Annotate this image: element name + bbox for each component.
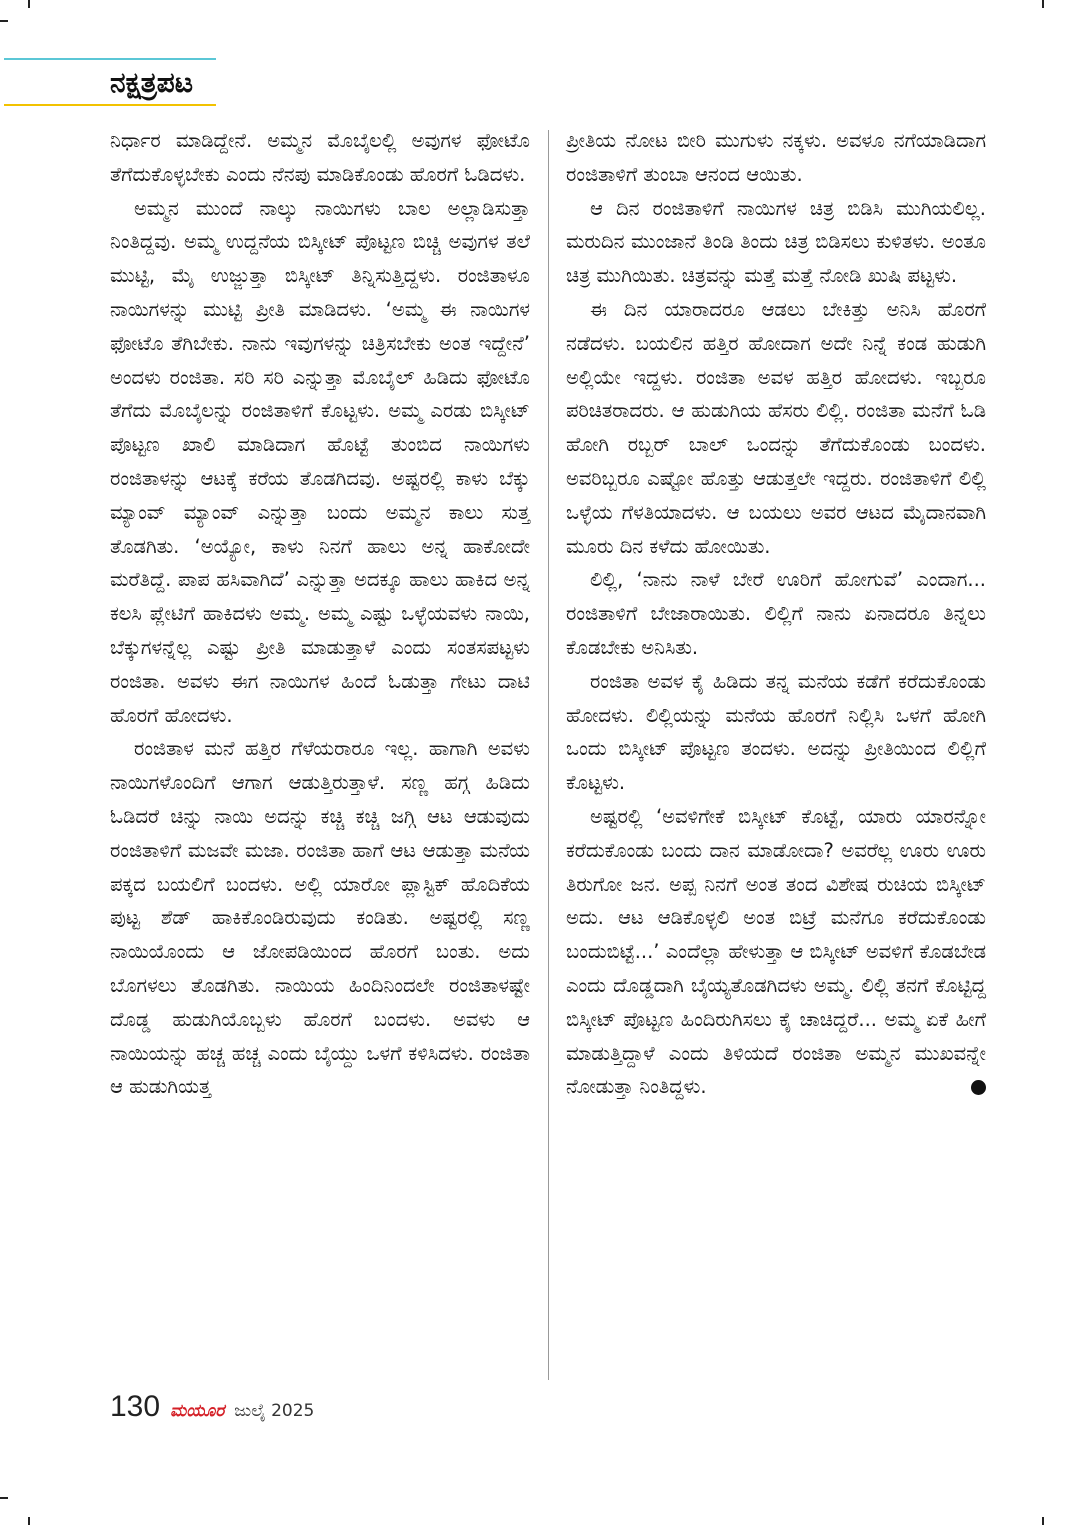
paragraph: ಆ ದಿನ ರಂಜಿತಾಳಿಗೆ ನಾಯಿಗಳ ಚಿತ್ರ ಬಿಡಿಸಿ ಮುಗಿಯಲಿಲ್ಲ. ಮರುದಿನ ಮುಂಜಾನೆ ತಿಂಡಿ ತಿಂದು ಚಿತ್ರ ಬಿಡಿಸಲು ಕುಳಿತಳು. ಅಂತೂ ಚಿತ್ರ ಮುಗಿಯಿತು. ಚಿತ್ರವನ್ನು ಮತ್ತೆ ಮತ್ತೆ ನೋಡಿ ಖುಷಿ ಪಟ್ಟಳು. bbox=[566, 196, 986, 288]
crop-mark bbox=[1042, 0, 1044, 8]
section-header bbox=[4, 58, 216, 108]
section-title: ನಕ್ಷತ್ರಪಟ bbox=[110, 66, 193, 99]
header-rule-top bbox=[4, 58, 216, 60]
paragraph: ಈ ದಿನ ಯಾರಾದರೂ ಆಡಲು ಬೇಕಿತ್ತು ಅನಿಸಿ ಹೊರಗೆ ನಡೆದಳು. ಬಯಲಿನ ಹತ್ತಿರ ಹೋದಾಗ ಅದೇ ನಿನ್ನೆ ಕಂಡ ಹುಡುಗಿ ಅಲ್ಲಿಯೇ ಇದ್ದಳು. ರಂಜಿತಾ ಅವಳ ಹತ್ತಿರ ಹೋದಳು. ಇಬ್ಬರೂ ಪರಿಚಿತರಾದರು. ಆ ಹುಡುಗಿಯ ಹೆಸರು ಲಿಲ್ಲಿ. ರಂಜಿತಾ ಮನೆಗೆ ಓಡಿ ಹೋಗಿ ರಬ್ಬರ್ ಬಾಲ್ ಒಂದನ್ನು ತೆಗೆದುಕೊಂಡು ಬಂದಳು. ಅವರಿಬ್ಬರೂ ಎಷ್ಟೋ ಹೊತ್ತು ಆಡುತ್ತಲೇ ಇದ್ದರು. ರಂಜಿತಾಳಿಗೆ ಲಿಲ್ಲಿ ಒಳ್ಳೆಯ ಗೆಳತಿಯಾದಳು. ಆ ಬಯಲು ಅವರ ಆಟದ ಮೈದಾನವಾಗಿ ಮೂರು ದಿನ ಕಳೆದು ಹೋಯಿತು. bbox=[566, 297, 986, 558]
page-number: 130 bbox=[110, 1390, 161, 1423]
crop-mark bbox=[0, 20, 8, 22]
paragraph: ಲಿಲ್ಲಿ, ‘ನಾನು ನಾಳೆ ಬೇರೆ ಊರಿಗೆ ಹೋಗುವೆ’ ಎಂದಾಗ... ರಂಜಿತಾಳಿಗೆ ಬೇಜಾರಾಯಿತು. ಲಿಲ್ಲಿಗೆ ನಾನು ಏನಾದರೂ ತಿನ್ನಲು ಕೊಡಬೇಕು ಅನಿಸಿತು. bbox=[566, 568, 986, 659]
end-of-story-icon bbox=[971, 1080, 986, 1095]
paragraph-text: ಅಷ್ಟರಲ್ಲಿ ‘ಅವಳಿಗೇಕೆ ಬಿಸ್ಕೀಟ್ ಕೊಟ್ಟೆ, ಯಾರು ಯಾರನ್ನೋ ಕರೆದುಕೊಂಡು ಬಂದು ದಾನ ಮಾಡೋದಾ? ಅವರೆಲ್ಲ ಊರು ಊರು ತಿರುಗೋ ಜನ. ಅಪ್ಪ ನಿನಗೆ ಅಂತ ತಂದ ವಿಶೇಷ ರುಚಿಯ ಬಿಸ್ಕೀಟ್ ಅದು. ಆಟ ಆಡಿಕೊಳ್ಳಲಿ ಅಂತ ಬಿಟ್ರೆ ಮನೆಗೂ ಕರೆದುಕೊಂಡು ಬಂದುಬಿಟ್ಟೆ...’ ಎಂದೆಲ್ಲಾ ಹೇಳುತ್ತಾ ಆ ಬಿಸ್ಕೀಟ್ ಅವಳಿಗೆ ಕೊಡಬೇಡ ಎಂದು ದೊಡ್ಡದಾಗಿ ಬೈಯ್ಯತೊಡಗಿದಳು ಅಮ್ಮ. ಲಿಲ್ಲಿ ತನಗೆ ಕೊಟ್ಟಿದ್ದ ಬಿಸ್ಕೀಟ್ ಪೊಟ್ಟಣ ಹಿಂದಿರುಗಿಸಲು ಕೈ ಚಾಚಿದ್ದರೆ... ಅಮ್ಮ ಏಕೆ ಹೀಗೆ ಮಾಡುತ್ತಿದ್ದಾಳೆ ಎಂದು ತಿಳಿಯದೆ ರಂಜಿತಾ ಅಮ್ಮನ ಮುಖವನ್ನೇ ನೋಡುತ್ತಾ ನಿಂತಿದ್ದಳು. bbox=[566, 804, 986, 1099]
paragraph: ನಿರ್ಧಾರ ಮಾಡಿದ್ದೇನೆ. ಅಮ್ಮನ ಮೊಬೈಲಲ್ಲಿ ಅವುಗಳ ಫೋಟೊ ತೆಗೆದುಕೊಳ್ಳಬೇಕು ಎಂದು ನೆನಪು ಮಾಡಿಕೊಂಡು ಹೊರಗೆ ಓಡಿದಳು. bbox=[110, 129, 530, 186]
crop-mark bbox=[28, 0, 30, 8]
issue-date: ಜುಲೈ 2025 bbox=[234, 1401, 315, 1421]
paragraph: ಪ್ರೀತಿಯ ನೋಟ ಬೀರಿ ಮುಗುಳು ನಕ್ಕಳು. ಅವಳೂ ನಗೆಯಾಡಿದಾಗ ರಂಜಿತಾಳಿಗೆ ತುಂಬಾ ಆನಂದ ಆಯಿತು. bbox=[566, 129, 986, 186]
article-column-left bbox=[110, 124, 530, 1104]
column-divider bbox=[548, 130, 549, 1380]
page-footer bbox=[110, 1390, 314, 1430]
magazine-logo: ಮಯೂರ bbox=[170, 1401, 225, 1421]
paragraph: ರಂಜಿತಾ ಅವಳ ಕೈ ಹಿಡಿದು ತನ್ನ ಮನೆಯ ಕಡೆಗೆ ಕರೆದುಕೊಂಡು ಹೋದಳು. ಲಿಲ್ಲಿಯನ್ನು ಮನೆಯ ಹೊರಗೆ ನಿಲ್ಲಿಸಿ ಒಳಗೆ ಹೋಗಿ ಒಂದು ಬಿಸ್ಕೀಟ್ ಪೊಟ್ಟಣ ತಂದಳು. ಅದನ್ನು ಪ್ರೀತಿಯಿಂದ ಲಿಲ್ಲಿಗೆ ಕೊಟ್ಟಳು. bbox=[566, 669, 986, 795]
paragraph: ರಂಜಿತಾಳ ಮನೆ ಹತ್ತಿರ ಗೆಳೆಯರಾರೂ ಇಲ್ಲ. ಹಾಗಾಗಿ ಅವಳು ನಾಯಿಗಳೊಂದಿಗೆ ಆಗಾಗ ಆಡುತ್ತಿರುತ್ತಾಳೆ. ಸಣ್ಣ ಹಗ್ಗ ಹಿಡಿದು ಓಡಿದರೆ ಚಿನ್ನು ನಾಯಿ ಅದನ್ನು ಕಚ್ಚಿ ಕಚ್ಚಿ ಜಗ್ಗಿ ಆಟ ಆಡುವುದು ರಂಜಿತಾಳಿಗೆ ಮಜವೇ ಮಜಾ. ರಂಜಿತಾ ಹಾಗೆ ಆಟ ಆಡುತ್ತಾ ಮನೆಯ ಪಕ್ಕದ ಬಯಲಿಗೆ ಬಂದಳು. ಅಲ್ಲಿ ಯಾರೋ ಪ್ಲಾಸ್ಟಿಕ್ ಹೊದಿಕೆಯ ಪುಟ್ಟ ಶೆಡ್ ಹಾಕಿಕೊಂಡಿರುವುದು ಕಂಡಿತು. ಅಷ್ಟರಲ್ಲಿ ಸಣ್ಣ ನಾಯಿಯೊಂದು ಆ ಜೋಪಡಿಯಿಂದ ಹೊರಗೆ ಬಂತು. ಅದು ಬೊಗಳಲು ತೊಡಗಿತು. ನಾಯಿಯ ಹಿಂದಿನಿಂದಲೇ ರಂಜಿತಾಳಷ್ಟೇ ದೊಡ್ಡ ಹುಡುಗಿಯೊಬ್ಬಳು ಹೊರಗೆ ಬಂದಳು. ಅವಳು ಆ ನಾಯಿಯನ್ನು ಹಚ್ಚ ಹಚ್ಚ ಎಂದು ಬೈಯ್ದು ಒಳಗೆ ಕಳಿಸಿದಳು. ರಂಜಿತಾ ಆ ಹುಡುಗಿಯತ್ತ bbox=[110, 737, 530, 1099]
crop-mark bbox=[28, 1517, 30, 1525]
paragraph: ಅಮ್ಮನ ಮುಂದೆ ನಾಲ್ಕು ನಾಯಿಗಳು ಬಾಲ ಅಲ್ಲಾಡಿಸುತ್ತಾ ನಿಂತಿದ್ದವು. ಅಮ್ಮ ಉದ್ದನೆಯ ಬಿಸ್ಕೀಟ್ ಪೊಟ್ಟಣ ಬಿಚ್ಚಿ ಅವುಗಳ ತಲೆ ಮುಟ್ಟಿ, ಮೈ ಉಜ್ಜುತ್ತಾ ಬಿಸ್ಕೀಟ್ ತಿನ್ನಿಸುತ್ತಿದ್ದಳು. ರಂಜಿತಾಳೂ ನಾಯಿಗಳನ್ನು ಮುಟ್ಟಿ ಪ್ರೀತಿ ಮಾಡಿದಳು. ‘ಅಮ್ಮ ಈ ನಾಯಿಗಳ ಫೋಟೊ ತೆಗಿಬೇಕು. ನಾನು ಇವುಗಳನ್ನು ಚಿತ್ರಿಸಬೇಕು ಅಂತ ಇದ್ದೇನೆ’ ಅಂದಳು ರಂಜಿತಾ. ಸರಿ ಸರಿ ಎನ್ನುತ್ತಾ ಮೊಬೈಲ್ ಹಿಡಿದು ಫೋಟೊ ತೆಗೆದು ಮೊಬೈಲನ್ನು ರಂಜಿತಾಳಿಗೆ ಕೊಟ್ಟಳು. ಅಮ್ಮ ಎರಡು ಬಿಸ್ಕೀಟ್ ಪೊಟ್ಟಣ ಖಾಲಿ ಮಾಡಿದಾಗ ಹೊಟ್ಟೆ ತುಂಬಿದ ನಾಯಿಗಳು ರಂಜಿತಾಳನ್ನು ಆಟಕ್ಕೆ ಕರೆಯ ತೊಡಗಿದವು. ಅಷ್ಟರಲ್ಲಿ ಕಾಳು ಬೆಕ್ಕು ಮ್ಯಾಂವ್ ಮ್ಯಾಂವ್ ಎನ್ನುತ್ತಾ ಬಂದು ಅಮ್ಮನ ಕಾಲು ಸುತ್ತ ತೊಡಗಿತು. ‘ಅಯ್ಯೋ, ಕಾಳು ನಿನಗೆ ಹಾಲು ಅನ್ನ ಹಾಕೋದೇ ಮರೆತಿದ್ದೆ. ಪಾಪ ಹಸಿವಾಗಿದೆ’ ಎನ್ನುತ್ತಾ ಅದಕ್ಕೂ ಹಾಲು ಹಾಕಿದ ಅನ್ನ ಕಲಸಿ ಪ್ಲೇಟಿಗೆ ಹಾಕಿದಳು ಅಮ್ಮ. ಅಮ್ಮ ಎಷ್ಟು ಒಳ್ಳೆಯವಳು ನಾಯಿ, ಬೆಕ್ಕುಗಳನ್ನೆಲ್ಲ ಎಷ್ಟು ಪ್ರೀತಿ ಮಾಡುತ್ತಾಳೆ ಎಂದು ಸಂತಸಪಟ್ಟಳು ರಂಜಿತಾ. ಅವಳು ಈಗ ನಾಯಿಗಳ ಹಿಂದೆ ಓಡುತ್ತಾ ಗೇಟು ದಾಟಿ ಹೊರಗೆ ಹೋದಳು. bbox=[110, 196, 530, 727]
paragraph-last bbox=[566, 800, 986, 1104]
header-rule-bottom bbox=[4, 104, 216, 106]
crop-mark bbox=[0, 1497, 8, 1499]
article-column-right bbox=[566, 124, 986, 1104]
crop-mark bbox=[1042, 1517, 1044, 1525]
